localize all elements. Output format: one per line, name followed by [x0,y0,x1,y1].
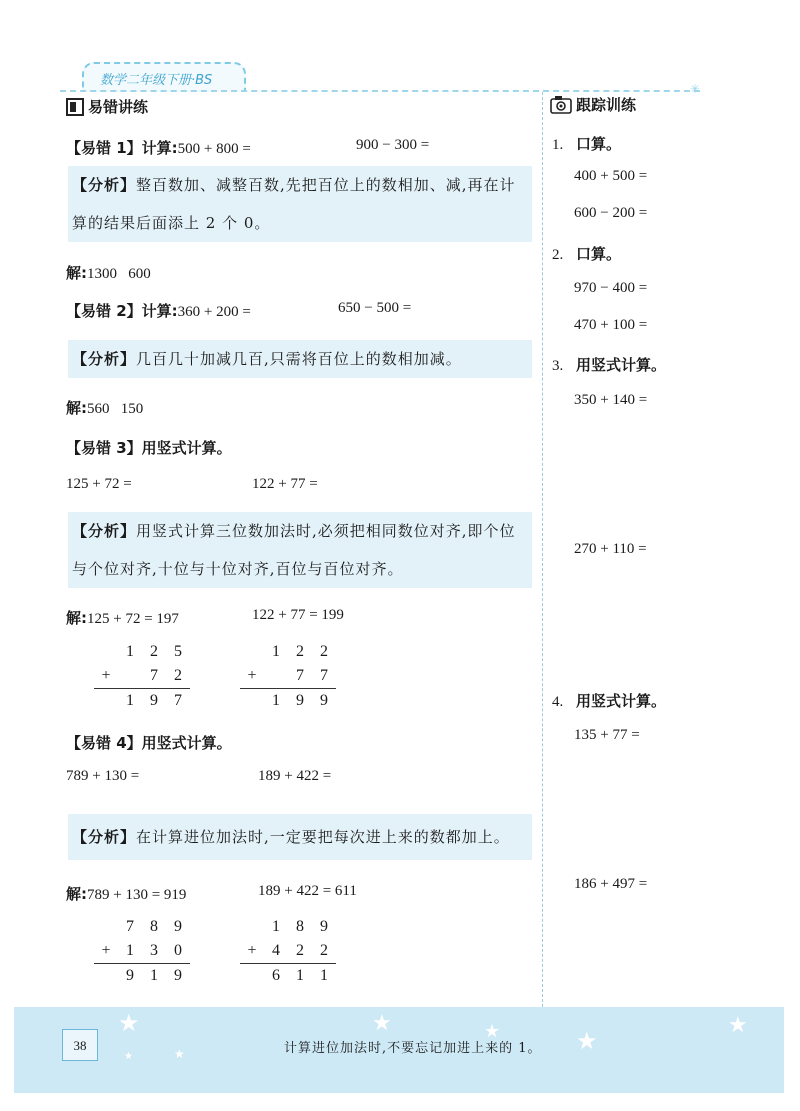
q3-label: 用竖式计算。 [576,356,667,374]
right-section-title: 跟踪训练 [576,96,637,114]
e3-analysis-tag: 【分析】 [72,522,137,540]
vertical-digit: 8 [150,918,158,935]
q4-item-2: 186 + 497 = [574,876,648,892]
vertical-digit [264,664,288,688]
vertical-row [240,963,336,988]
vertical-digit: 1 [296,967,304,984]
vertical-digit: 1 [272,643,280,660]
e1-b: 900 − 300 = [356,137,430,153]
star-icon: ★ [576,1027,598,1055]
left-section-title: 易错讲练 [88,98,149,116]
vertical-digit: 1 [126,643,134,660]
e4-b: 189 + 422 = [258,768,332,784]
page-number-box [62,1029,98,1061]
vertical-digit: 9 [150,692,158,709]
e3-analysis-text: 用竖式计算三位数加法时,必须把相同数位对齐,即个位与个位对齐,十位与十位对齐,百位与百位对齐。 [72,522,516,578]
e3-analysis [68,512,532,588]
q3-num: 3. [552,358,564,374]
vertical-digit: 2 [296,643,304,660]
vertical-row [240,664,336,688]
q3-item-2: 270 + 110 = [574,541,647,557]
header-tab-label: 数学二年级下册·BS [100,73,213,88]
vertical-row [94,939,190,963]
vertical-row [94,640,190,664]
q1-label: 口算。 [576,135,622,153]
vertical-digit: 1 [272,692,280,709]
vertical-digit: 4 [272,942,280,959]
vertical-digit: 9 [296,692,304,709]
e2-a: 360 + 200 = [177,304,251,320]
vertical-digit [94,689,118,713]
e3-b: 122 + 77 = [252,476,318,492]
vertical-digit: 0 [174,942,182,959]
vertical-digit [240,964,264,988]
e4-sol-a: 789 + 130 = 919 [87,887,187,903]
e3-solution [66,607,179,628]
book-icon [66,98,84,116]
e3-tag: 【易错 3】 [66,439,142,457]
e4-a: 789 + 130 = [66,768,140,784]
q1-num: 1. [552,137,564,153]
vertical-digit: 6 [272,967,280,984]
e4-vertical-2 [240,915,336,988]
e4-label: 用竖式计算。 [141,734,232,752]
star-icon: ★ [174,1047,185,1061]
star-icon: ★ [372,1011,392,1036]
vertical-row [94,688,190,713]
e3-vertical-1 [94,640,190,713]
q1-title [552,133,621,154]
e3-sol-a: 125 + 72 = 197 [87,611,179,627]
q2-item-2: 470 + 100 = [574,317,648,333]
vertical-digit [240,689,264,713]
q2-num: 2. [552,247,564,263]
vertical-row [94,915,190,939]
vertical-digit: 1 [272,918,280,935]
vertical-digit: 7 [320,667,328,684]
e3-vertical-2 [240,640,336,713]
q4-num: 4. [552,694,564,710]
star-decoration-icon: ✳ [690,82,701,96]
vertical-digit: 2 [174,667,182,684]
vertical-digit: 8 [296,918,304,935]
e3-question [66,437,232,458]
e2-question [66,300,251,321]
vertical-row [240,688,336,713]
vertical-digit: 2 [150,643,158,660]
vertical-digit: 7 [296,667,304,684]
e1-label: 计算: [141,139,178,157]
vertical-digit: + [101,667,111,684]
q2-item-1: 970 − 400 = [574,280,648,296]
q2-title [552,243,621,264]
vertical-digit: 9 [126,967,134,984]
e4-sol-b: 189 + 422 = 611 [258,883,357,899]
e1-a: 500 + 800 = [177,141,251,157]
vertical-digit [240,915,264,939]
vertical-row [240,915,336,939]
vertical-digit: 1 [320,967,328,984]
q1-item-2: 600 − 200 = [574,205,648,221]
vertical-digit: 9 [320,692,328,709]
vertical-digit: + [247,942,257,959]
vertical-digit: 2 [320,643,328,660]
e4-tag: 【易错 4】 [66,734,142,752]
vertical-digit: 5 [174,643,182,660]
vertical-row [94,963,190,988]
camera-gear-icon [550,95,572,115]
q3-title [552,354,666,375]
vertical-digit: 1 [126,942,134,959]
e3-a: 125 + 72 = [66,476,132,492]
vertical-digit: 2 [320,942,328,959]
e4-solution [66,883,186,904]
star-icon: ★ [118,1009,140,1037]
vertical-digit: 1 [150,967,158,984]
e4-vertical-1 [94,915,190,988]
vertical-digit: 2 [296,942,304,959]
e1-analysis [68,166,532,242]
e2-b: 650 − 500 = [338,300,412,316]
q1-item-1: 400 + 500 = [574,168,648,184]
vertical-digit: 9 [174,967,182,984]
e4-question [66,732,232,753]
e3-sol-label: 解: [66,609,87,627]
footer-banner [14,1007,784,1093]
e2-analysis-tag: 【分析】 [72,350,137,368]
left-section-header [66,96,148,117]
e1-question [66,137,251,158]
e4-analysis [68,814,532,860]
right-section-header [550,94,636,115]
vertical-digit [118,664,142,688]
vertical-digit: 9 [174,918,182,935]
star-icon: ★ [484,1021,501,1042]
vertical-digit [94,964,118,988]
e4-sol-label: 解: [66,885,87,903]
star-icon: ★ [124,1051,133,1062]
e4-analysis-tag: 【分析】 [72,828,137,846]
vertical-digit: 7 [174,692,182,709]
column-divider [542,92,543,1007]
vertical-digit: 3 [150,942,158,959]
footer-tip: 计算进位加法时,不要忘记加进上来的 1。 [284,1041,542,1056]
vertical-digit: 7 [126,918,134,935]
e1-sol: 1300 600 [87,266,151,282]
header-tab [82,62,246,92]
e2-analysis-text: 几百几十加减几百,只需将百位上的数相加减。 [136,350,462,368]
e3-label: 用竖式计算。 [141,439,232,457]
e1-solution [66,262,151,283]
e1-tag: 【易错 1】 [66,139,142,157]
q4-title [552,690,666,711]
vertical-digit: 9 [320,918,328,935]
e2-sol-label: 解: [66,399,87,417]
star-icon: ★ [728,1013,748,1038]
page-number: 38 [73,1038,87,1053]
vertical-digit [240,640,264,664]
vertical-digit [94,640,118,664]
vertical-row [240,939,336,963]
e1-sol-label: 解: [66,264,87,282]
e2-sol: 560 150 [87,401,144,417]
vertical-digit [94,915,118,939]
vertical-digit: + [101,942,111,959]
e1-analysis-tag: 【分析】 [72,176,137,194]
vertical-row [94,664,190,688]
e2-analysis [68,340,532,378]
q4-label: 用竖式计算。 [576,692,667,710]
e4-analysis-text: 在计算进位加法时,一定要把每次进上来的数都加上。 [136,828,510,846]
vertical-digit: 1 [126,692,134,709]
vertical-row [240,640,336,664]
e1-analysis-text: 整百数加、减整百数,先把百位上的数相加、减,再在计算的结果后面添上 2 个 0。 [72,176,516,232]
vertical-digit: 7 [150,667,158,684]
q3-item-1: 350 + 140 = [574,392,648,408]
vertical-digit: + [247,667,257,684]
header-rule [60,90,700,92]
q2-label: 口算。 [576,245,622,263]
e2-solution [66,397,143,418]
q4-item-1: 135 + 77 = [574,727,640,743]
e3-sol-b: 122 + 77 = 199 [252,607,344,623]
e2-label: 计算: [141,302,178,320]
e2-tag: 【易错 2】 [66,302,142,320]
